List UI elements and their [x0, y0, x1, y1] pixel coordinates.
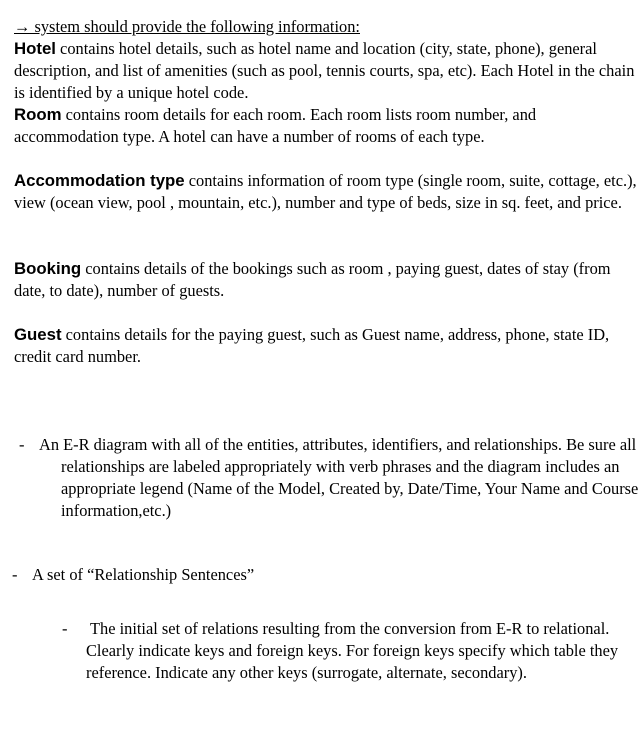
entity-booking-paragraph — [14, 258, 638, 302]
entity-hotel-paragraph — [14, 38, 638, 104]
intro-heading: → system should provide the following information: — [14, 17, 360, 36]
deliverable-relations — [62, 618, 622, 684]
deliverable-text: An E-R diagram with all of the entities, attributes, identifiers, and relationships. Be sure all relationships are labeled appropriately with verb phrases and the diagram includes an appropriate legend (Name of the Model, Created by, Date/Time, Your Name and Course information,etc.) — [39, 435, 639, 520]
bullet-dash: - — [62, 619, 68, 638]
deliverable-text: A set of “Relationship Sentences” — [32, 565, 255, 584]
entity-description-hotel: contains hotel details, such as hotel name and location (city, state, phone), general description, and list of amenities (such as pool, tennis courts, spa, etc). Each Hotel in the chain is identified by a unique hotel code. — [14, 39, 635, 102]
entity-term-accommodation-type: Accommodation type — [14, 171, 185, 190]
entity-accommodation-type-paragraph — [14, 170, 638, 214]
entity-guest-paragraph — [14, 324, 638, 368]
entity-term-room: Room — [14, 105, 62, 124]
entity-description-guest: contains details for the paying guest, such as Guest name, address, phone, state ID, credit card number. — [14, 325, 610, 366]
entity-room-paragraph — [14, 104, 638, 148]
deliverable-text: The initial set of relations resulting from the conversion from E-R to relational. Clearly indicate keys and foreign keys. For foreign keys specify which table they reference. Indicate any other keys (surrogate, alternate, secondary). — [86, 619, 619, 682]
entity-description-accommodation-type: contains information of room type (single room, suite, cottage, etc.), view (ocean view, pool , mountain, etc.), number and type of beds, size in sq. feet, and price. — [14, 171, 637, 212]
entity-term-booking: Booking — [14, 259, 82, 278]
bullet-dash: - — [19, 435, 25, 454]
deliverable-relationship-sentences — [12, 564, 632, 586]
entity-description-booking: contains details of the bookings such as room , paying guest, dates of stay (from date, to date), number of guests. — [14, 259, 611, 300]
entity-term-guest: Guest — [14, 325, 62, 344]
deliverable-er-diagram — [19, 434, 639, 522]
entity-term-hotel: Hotel — [14, 39, 56, 58]
entity-description-room: contains room details for each room. Each room lists room number, and accommodation type. A hotel can have a number of rooms of each type. — [14, 105, 537, 146]
bullet-dash: - — [12, 565, 18, 584]
